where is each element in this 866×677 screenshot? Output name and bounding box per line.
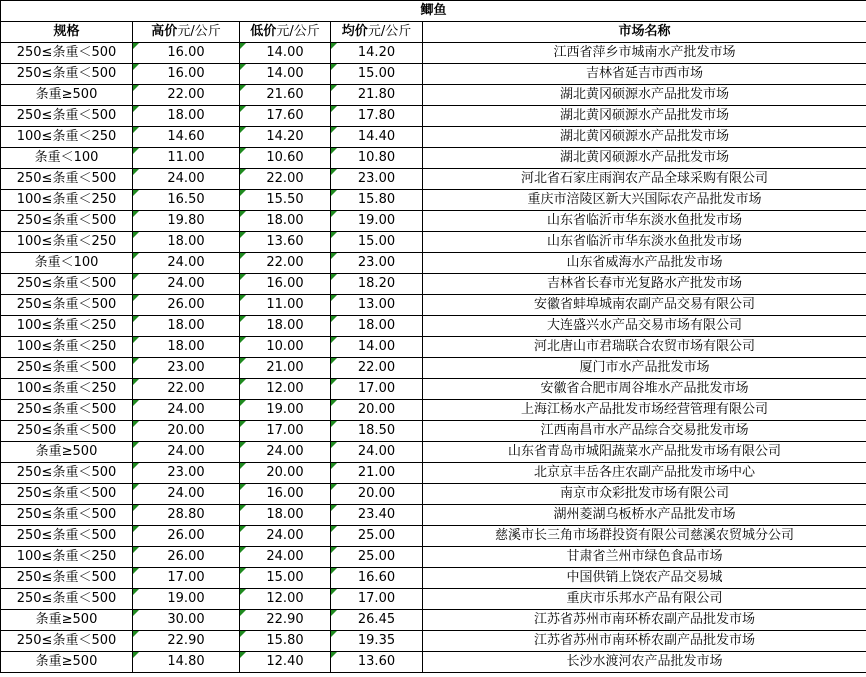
table-row: [1, 463, 866, 484]
cell-low-price[interactable]: 24.00: [240, 442, 331, 463]
table-title: 鲫鱼: [1, 1, 866, 22]
cell-high-price[interactable]: 24.00: [133, 442, 240, 463]
cell-avg-price[interactable]: 18.00: [331, 316, 423, 337]
cell-avg-price[interactable]: 19.35: [331, 631, 423, 652]
cell-avg-price[interactable]: 15.00: [331, 64, 423, 85]
cell-market[interactable]: 湖北黄冈硕源水产品批发市场: [423, 148, 866, 169]
table-row: [1, 64, 866, 85]
header-high-unit: 元/公斤: [177, 24, 221, 39]
cell-high-price[interactable]: 28.80: [133, 505, 240, 526]
cell-spec[interactable]: 条重＜100: [1, 148, 133, 169]
table-row: [1, 421, 866, 442]
table-row: [1, 568, 866, 589]
table-row: [1, 526, 866, 547]
cell-avg-price[interactable]: 17.00: [331, 589, 423, 610]
cell-market[interactable]: 中国供销上饶农产品交易城: [423, 568, 866, 589]
cell-avg-price[interactable]: 15.00: [331, 232, 423, 253]
cell-low-price[interactable]: 16.00: [240, 484, 331, 505]
cell-low-price[interactable]: 12.00: [240, 379, 331, 400]
cell-high-price[interactable]: 30.00: [133, 610, 240, 631]
cell-low-price[interactable]: 24.00: [240, 526, 331, 547]
table-body: [1, 43, 866, 673]
cell-spec[interactable]: 250≤条重＜500: [1, 568, 133, 589]
cell-low-price[interactable]: 10.00: [240, 337, 331, 358]
cell-avg-price[interactable]: 13.00: [331, 295, 423, 316]
cell-low-price[interactable]: 22.00: [240, 253, 331, 274]
cell-market[interactable]: 厦门市水产品批发市场: [423, 358, 866, 379]
cell-low-price[interactable]: 11.00: [240, 295, 331, 316]
cell-low-price[interactable]: 13.60: [240, 232, 331, 253]
cell-avg-price[interactable]: 24.00: [331, 442, 423, 463]
table-row: [1, 631, 866, 652]
table-row: [1, 505, 866, 526]
cell-market[interactable]: 重庆市涪陵区新大兴国际农产品批发市场: [423, 190, 866, 211]
cell-spec[interactable]: 250≤条重＜500: [1, 274, 133, 295]
cell-low-price[interactable]: 16.00: [240, 274, 331, 295]
cell-low-price[interactable]: 24.00: [240, 547, 331, 568]
cell-market[interactable]: 上海江杨水产品批发市场经营管理有限公司: [423, 400, 866, 421]
cell-high-price[interactable]: 19.80: [133, 211, 240, 232]
table-row: [1, 127, 866, 148]
cell-low-price[interactable]: 14.00: [240, 43, 331, 64]
cell-low-price[interactable]: 15.50: [240, 190, 331, 211]
cell-high-price[interactable]: 16.00: [133, 43, 240, 64]
cell-low-price[interactable]: 15.00: [240, 568, 331, 589]
cell-avg-price[interactable]: 20.00: [331, 400, 423, 421]
cell-market[interactable]: 江苏省苏州市南环桥农副产品批发市场: [423, 631, 866, 652]
table-row: [1, 253, 866, 274]
table-row: [1, 652, 866, 673]
cell-avg-price[interactable]: 21.00: [331, 463, 423, 484]
table-row: [1, 589, 866, 610]
cell-high-price[interactable]: 18.00: [133, 316, 240, 337]
cell-spec[interactable]: 100≤条重＜250: [1, 379, 133, 400]
cell-avg-price[interactable]: 17.80: [331, 106, 423, 127]
cell-spec[interactable]: 250≤条重＜500: [1, 631, 133, 652]
cell-market[interactable]: 江苏省苏州市南环桥农副产品批发市场: [423, 610, 866, 631]
cell-avg-price[interactable]: 18.50: [331, 421, 423, 442]
table-row: [1, 547, 866, 568]
table-row: [1, 211, 866, 232]
cell-low-price[interactable]: 20.00: [240, 463, 331, 484]
cell-spec[interactable]: 250≤条重＜500: [1, 169, 133, 190]
cell-avg-price[interactable]: 25.00: [331, 547, 423, 568]
cell-market[interactable]: 湖北黄冈硕源水产品批发市场: [423, 85, 866, 106]
cell-avg-price[interactable]: 23.00: [331, 253, 423, 274]
cell-avg-price[interactable]: 21.80: [331, 85, 423, 106]
table-row: [1, 274, 866, 295]
cell-spec[interactable]: 条重≥500: [1, 652, 133, 673]
table-row: [1, 169, 866, 190]
cell-spec[interactable]: 250≤条重＜500: [1, 589, 133, 610]
cell-avg-price[interactable]: 18.20: [331, 274, 423, 295]
cell-avg-price[interactable]: 16.60: [331, 568, 423, 589]
table-row: [1, 85, 866, 106]
cell-high-price[interactable]: 24.00: [133, 400, 240, 421]
table-row: [1, 316, 866, 337]
cell-market[interactable]: 山东省临沂市华东淡水鱼批发市场: [423, 211, 866, 232]
cell-high-price[interactable]: 18.00: [133, 337, 240, 358]
cell-spec[interactable]: 250≤条重＜500: [1, 106, 133, 127]
cell-high-price[interactable]: 22.90: [133, 631, 240, 652]
cell-low-price[interactable]: 22.00: [240, 169, 331, 190]
cell-market[interactable]: 重庆市乐邦水产品有限公司: [423, 589, 866, 610]
cell-market[interactable]: 河北省石家庄雨润农产品全球采购有限公司: [423, 169, 866, 190]
cell-high-price[interactable]: 24.00: [133, 484, 240, 505]
cell-high-price[interactable]: 19.00: [133, 589, 240, 610]
cell-high-price[interactable]: 24.00: [133, 253, 240, 274]
cell-spec[interactable]: 250≤条重＜500: [1, 211, 133, 232]
cell-low-price[interactable]: 18.00: [240, 316, 331, 337]
cell-high-price[interactable]: 18.00: [133, 106, 240, 127]
header-avg-price: [331, 22, 423, 43]
cell-low-price[interactable]: 19.00: [240, 400, 331, 421]
cell-avg-price[interactable]: 17.00: [331, 379, 423, 400]
table-row: [1, 400, 866, 421]
cell-low-price[interactable]: 10.60: [240, 148, 331, 169]
cell-spec[interactable]: 250≤条重＜500: [1, 484, 133, 505]
cell-low-price[interactable]: 22.90: [240, 610, 331, 631]
cell-spec[interactable]: 100≤条重＜250: [1, 337, 133, 358]
cell-spec[interactable]: 250≤条重＜500: [1, 526, 133, 547]
cell-market[interactable]: 南京市众彩批发市场有限公司: [423, 484, 866, 505]
cell-high-price[interactable]: 24.00: [133, 274, 240, 295]
table-row: [1, 232, 866, 253]
table-row: [1, 337, 866, 358]
cell-high-price[interactable]: 16.00: [133, 64, 240, 85]
header-low-unit: 元/公斤: [276, 24, 320, 39]
cell-high-price[interactable]: 18.00: [133, 232, 240, 253]
cell-spec[interactable]: 条重≥500: [1, 85, 133, 106]
cell-spec[interactable]: 100≤条重＜250: [1, 232, 133, 253]
cell-spec[interactable]: 条重≥500: [1, 610, 133, 631]
cell-avg-price[interactable]: 14.40: [331, 127, 423, 148]
header-low-price: [240, 22, 331, 43]
cell-market[interactable]: 河北唐山市君瑞联合农贸市场有限公司: [423, 337, 866, 358]
cell-low-price[interactable]: 15.80: [240, 631, 331, 652]
header-high-price: [133, 22, 240, 43]
cell-market[interactable]: 江西省萍乡市城南水产批发市场: [423, 43, 866, 64]
cell-high-price[interactable]: 11.00: [133, 148, 240, 169]
cell-high-price[interactable]: 20.00: [133, 421, 240, 442]
cell-market[interactable]: 大连盛兴水产品交易市场有限公司: [423, 316, 866, 337]
cell-market[interactable]: 甘肃省兰州市绿色食品市场: [423, 547, 866, 568]
cell-market[interactable]: 湖州菱湖乌板桥水产品批发市场: [423, 505, 866, 526]
cell-spec[interactable]: 100≤条重＜250: [1, 547, 133, 568]
cell-avg-price[interactable]: 25.00: [331, 526, 423, 547]
cell-high-price[interactable]: 24.00: [133, 169, 240, 190]
table-row: [1, 442, 866, 463]
cell-low-price[interactable]: 18.00: [240, 505, 331, 526]
header-high-label: 高价: [151, 24, 178, 39]
cell-spec[interactable]: 250≤条重＜500: [1, 400, 133, 421]
cell-high-price[interactable]: 23.00: [133, 463, 240, 484]
cell-spec[interactable]: 250≤条重＜500: [1, 505, 133, 526]
cell-market[interactable]: 长沙水渡河农产品批发市场: [423, 652, 866, 673]
cell-avg-price[interactable]: 15.80: [331, 190, 423, 211]
table-row: [1, 358, 866, 379]
cell-avg-price[interactable]: 22.00: [331, 358, 423, 379]
header-avg-label: 均价: [341, 24, 368, 39]
table-row: [1, 610, 866, 631]
cell-spec[interactable]: 条重＜100: [1, 253, 133, 274]
cell-avg-price[interactable]: 23.40: [331, 505, 423, 526]
cell-market[interactable]: 湖北黄冈硕源水产品批发市场: [423, 127, 866, 148]
cell-market[interactable]: 慈溪市长三角市场群投资有限公司慈溪农贸城分公司: [423, 526, 866, 547]
header-spec: 规格: [1, 22, 133, 43]
cell-avg-price[interactable]: 26.45: [331, 610, 423, 631]
cell-high-price[interactable]: 23.00: [133, 358, 240, 379]
cell-high-price[interactable]: 14.80: [133, 652, 240, 673]
cell-avg-price[interactable]: 20.00: [331, 484, 423, 505]
cell-high-price[interactable]: 17.00: [133, 568, 240, 589]
table-row: [1, 295, 866, 316]
cell-spec[interactable]: 100≤条重＜250: [1, 190, 133, 211]
cell-market[interactable]: 江西南昌市水产品综合交易批发市场: [423, 421, 866, 442]
cell-spec[interactable]: 250≤条重＜500: [1, 463, 133, 484]
table-row: [1, 379, 866, 400]
cell-avg-price[interactable]: 19.00: [331, 211, 423, 232]
header-avg-unit: 元/公斤: [367, 24, 412, 39]
header-low-label: 低价: [250, 24, 277, 39]
table-row: [1, 106, 866, 127]
cell-spec[interactable]: 250≤条重＜500: [1, 295, 133, 316]
cell-low-price[interactable]: 17.60: [240, 106, 331, 127]
cell-avg-price[interactable]: 13.60: [331, 652, 423, 673]
cell-avg-price[interactable]: 14.00: [331, 337, 423, 358]
cell-avg-price[interactable]: 23.00: [331, 169, 423, 190]
cell-high-price[interactable]: 14.60: [133, 127, 240, 148]
cell-spec[interactable]: 250≤条重＜500: [1, 421, 133, 442]
cell-high-price[interactable]: 22.00: [133, 379, 240, 400]
cell-low-price[interactable]: 17.00: [240, 421, 331, 442]
cell-spec[interactable]: 100≤条重＜250: [1, 316, 133, 337]
cell-market[interactable]: 山东省临沂市华东淡水鱼批发市场: [423, 232, 866, 253]
cell-low-price[interactable]: 12.00: [240, 589, 331, 610]
table-row: [1, 43, 866, 64]
cell-spec[interactable]: 250≤条重＜500: [1, 64, 133, 85]
cell-high-price[interactable]: 22.00: [133, 85, 240, 106]
cell-market[interactable]: 安徽省合肥市周谷堆水产品批发市场: [423, 379, 866, 400]
cell-spec[interactable]: 条重≥500: [1, 442, 133, 463]
cell-high-price[interactable]: 26.00: [133, 547, 240, 568]
cell-market[interactable]: 湖北黄冈硕源水产品批发市场: [423, 106, 866, 127]
cell-low-price[interactable]: 12.40: [240, 652, 331, 673]
cell-high-price[interactable]: 26.00: [133, 526, 240, 547]
cell-high-price[interactable]: 26.00: [133, 295, 240, 316]
cell-market[interactable]: 山东省青岛市城阳蔬菜水产品批发市场有限公司: [423, 442, 866, 463]
cell-avg-price[interactable]: 14.20: [331, 43, 423, 64]
cell-low-price[interactable]: 21.60: [240, 85, 331, 106]
table-row: [1, 148, 866, 169]
cell-avg-price[interactable]: 10.80: [331, 148, 423, 169]
cell-market[interactable]: 山东省威海水产品批发市场: [423, 253, 866, 274]
cell-market[interactable]: 安徽省蚌埠城南农副产品交易有限公司: [423, 295, 866, 316]
cell-market[interactable]: 吉林省长春市光复路水产批发市场: [423, 274, 866, 295]
cell-low-price[interactable]: 21.00: [240, 358, 331, 379]
header-market: 市场名称: [423, 22, 866, 43]
cell-spec[interactable]: 250≤条重＜500: [1, 358, 133, 379]
table-row: [1, 484, 866, 505]
cell-high-price[interactable]: 16.50: [133, 190, 240, 211]
cell-low-price[interactable]: 18.00: [240, 211, 331, 232]
cell-spec[interactable]: 250≤条重＜500: [1, 43, 133, 64]
cell-spec[interactable]: 100≤条重＜250: [1, 127, 133, 148]
cell-market[interactable]: 吉林省延吉市西市场: [423, 64, 866, 85]
table-row: [1, 190, 866, 211]
cell-market[interactable]: 北京京丰岳各庄农副产品批发市场中心: [423, 463, 866, 484]
cell-low-price[interactable]: 14.00: [240, 64, 331, 85]
cell-low-price[interactable]: 14.20: [240, 127, 331, 148]
